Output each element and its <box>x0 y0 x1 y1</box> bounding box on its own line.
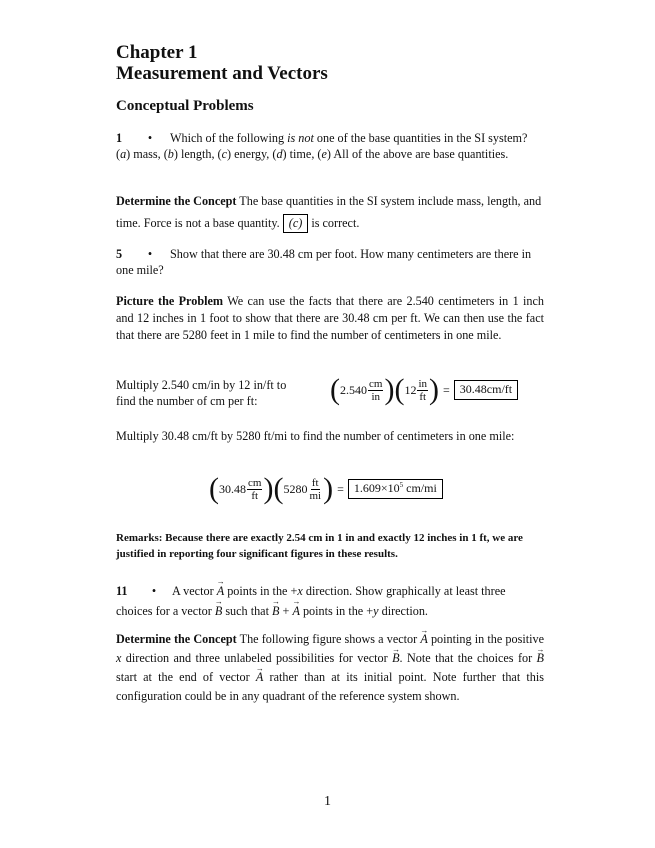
vector-b: → B <box>215 601 222 621</box>
right-paren: ) <box>384 373 395 406</box>
problem-text: direction. Show graphically at least three choices for a vector <box>116 584 506 618</box>
option-text: ) All of the above are base quantities. <box>326 147 509 161</box>
emphasis-text: is not <box>287 131 314 145</box>
problem-number: 1 <box>116 131 123 145</box>
denominator: mi <box>309 489 322 502</box>
coefficient: 30.48 <box>219 481 246 496</box>
option-text: ) length, ( <box>173 147 222 161</box>
chapter-number: Chapter 1 <box>116 42 198 63</box>
coefficient: 12 <box>404 382 417 397</box>
concept-text: The following figure shows a vector <box>236 632 421 646</box>
problem-11-concept <box>116 630 544 706</box>
problem-1-statement <box>116 130 544 162</box>
result-unit: cm/mi <box>403 481 437 495</box>
equals-sign: = <box>337 481 344 496</box>
denominator: ft <box>419 390 427 403</box>
denominator: ft <box>251 489 259 502</box>
difficulty-bullet: • <box>151 584 157 598</box>
vector-b: → B <box>272 601 279 621</box>
difficulty-bullet: • <box>147 247 153 261</box>
problem-text: points in the + <box>224 584 298 598</box>
step-1-text: Multiply 2.540 cm/in by 12 in/ft to find the number of cm per ft: <box>116 378 287 408</box>
concept-label: Determine the Concept <box>116 632 237 646</box>
result-mantissa: 1.609×10 <box>353 481 400 495</box>
problem-text: points in the + <box>299 604 374 618</box>
chapter-title: Measurement and Vectors <box>116 63 328 84</box>
concept-text: direction and three unlabeled possibilities for vector <box>121 651 393 665</box>
axis-label: x <box>297 584 303 598</box>
problem-number: 5 <box>116 247 123 261</box>
option-letter: a <box>120 147 127 161</box>
axis-label: y <box>373 604 379 618</box>
problem-text: direction. <box>378 604 428 618</box>
vector-b: → B <box>392 649 399 668</box>
numerator: ft <box>311 476 319 489</box>
vector-a: → A <box>292 601 299 621</box>
right-paren: ) <box>323 472 334 505</box>
concept-text: start at the end of vector <box>116 670 256 684</box>
option-text: ) time, ( <box>282 147 322 161</box>
left-paren: ( <box>330 373 340 406</box>
vector-a: → A <box>420 630 427 649</box>
denominator: in <box>371 390 380 403</box>
option-letter: c <box>221 147 228 161</box>
right-paren: ) <box>429 373 440 406</box>
problem-1-concept <box>116 190 544 234</box>
result-box <box>348 479 443 499</box>
problem-text: A vector <box>172 584 217 598</box>
coefficient: 5280 <box>283 481 308 496</box>
answer-suffix: is correct. <box>308 216 360 230</box>
coefficient: 2.540 <box>340 382 367 397</box>
problem-text: Show that there are 30.48 cm per foot. How many centimeters are there in one mile? <box>116 247 532 277</box>
fraction <box>308 477 322 502</box>
left-paren: ( <box>273 472 284 505</box>
concept-text: The base quantities in the SI system include mass, length, and time. Force is not a base quantity. <box>116 194 542 230</box>
axis-label: x <box>116 651 122 665</box>
numerator: cm <box>369 377 383 390</box>
section-heading: Conceptual Problems <box>116 98 254 114</box>
problem-5-picture <box>116 293 544 344</box>
option-letter: b <box>167 147 174 161</box>
option-text: ) mass, ( <box>126 147 168 161</box>
fraction <box>417 378 428 403</box>
problem-text: such that <box>222 604 273 618</box>
remarks: Remarks: Because there are exactly 2.54 cm in 1 in and exactly 12 inches in 1 ft, we are justified in reporting four significant figures in these results. <box>116 532 523 560</box>
concept-label: Determine the Concept <box>116 194 237 208</box>
right-paren: ) <box>263 472 274 505</box>
left-paren: ( <box>209 472 219 505</box>
option-letter: d <box>276 147 283 161</box>
picture-label: Picture the Problem <box>116 294 224 308</box>
concept-text: pointing in the positive <box>427 632 545 646</box>
numerator: in <box>418 377 428 390</box>
plus-sign: + <box>279 604 293 618</box>
problem-text: Which of the following <box>170 131 288 145</box>
step-2-text: Multiply 30.48 cm/ft by 5280 ft/mi to find the number of centimeters in one mile: <box>116 429 515 443</box>
difficulty-bullet: • <box>147 131 153 145</box>
vector-a: → A <box>217 581 224 601</box>
picture-text: We can use the facts that there are 2.540 centimeters in 1 inch and 12 inches in 1 foot to show that there are 30.48 cm per ft. We can then use the fact that there are 5280 feet in 1 mile to find the number of centimeters in one mile. <box>116 294 545 342</box>
vector-a: → A <box>256 668 263 687</box>
answer-box: (c) <box>283 214 309 233</box>
option-text: ) energy, ( <box>227 147 277 161</box>
concept-text: rather than at its initial point. Note further that this configuration could be in any quadrant of the reference system shown. <box>116 670 544 703</box>
step-2-equation <box>209 474 443 504</box>
fraction <box>247 477 262 502</box>
vector-b: → B <box>537 649 544 668</box>
numerator: cm <box>248 476 262 489</box>
page-number: 1 <box>324 794 331 809</box>
left-paren: ( <box>394 373 405 406</box>
equals-sign: = <box>443 382 450 397</box>
result-box: 30.48cm/ft <box>454 380 518 400</box>
problem-number: 11 <box>116 584 128 598</box>
option-letter: e <box>321 147 327 161</box>
fraction <box>368 378 383 403</box>
concept-text: . Note that the choices for <box>399 651 537 665</box>
step-1-equation <box>330 375 518 405</box>
problem-11-statement <box>116 581 544 621</box>
problem-text: one of the base quantities in the SI system? ( <box>116 131 528 161</box>
result-exponent: 5 <box>399 481 404 489</box>
problem-5-statement <box>116 246 544 278</box>
